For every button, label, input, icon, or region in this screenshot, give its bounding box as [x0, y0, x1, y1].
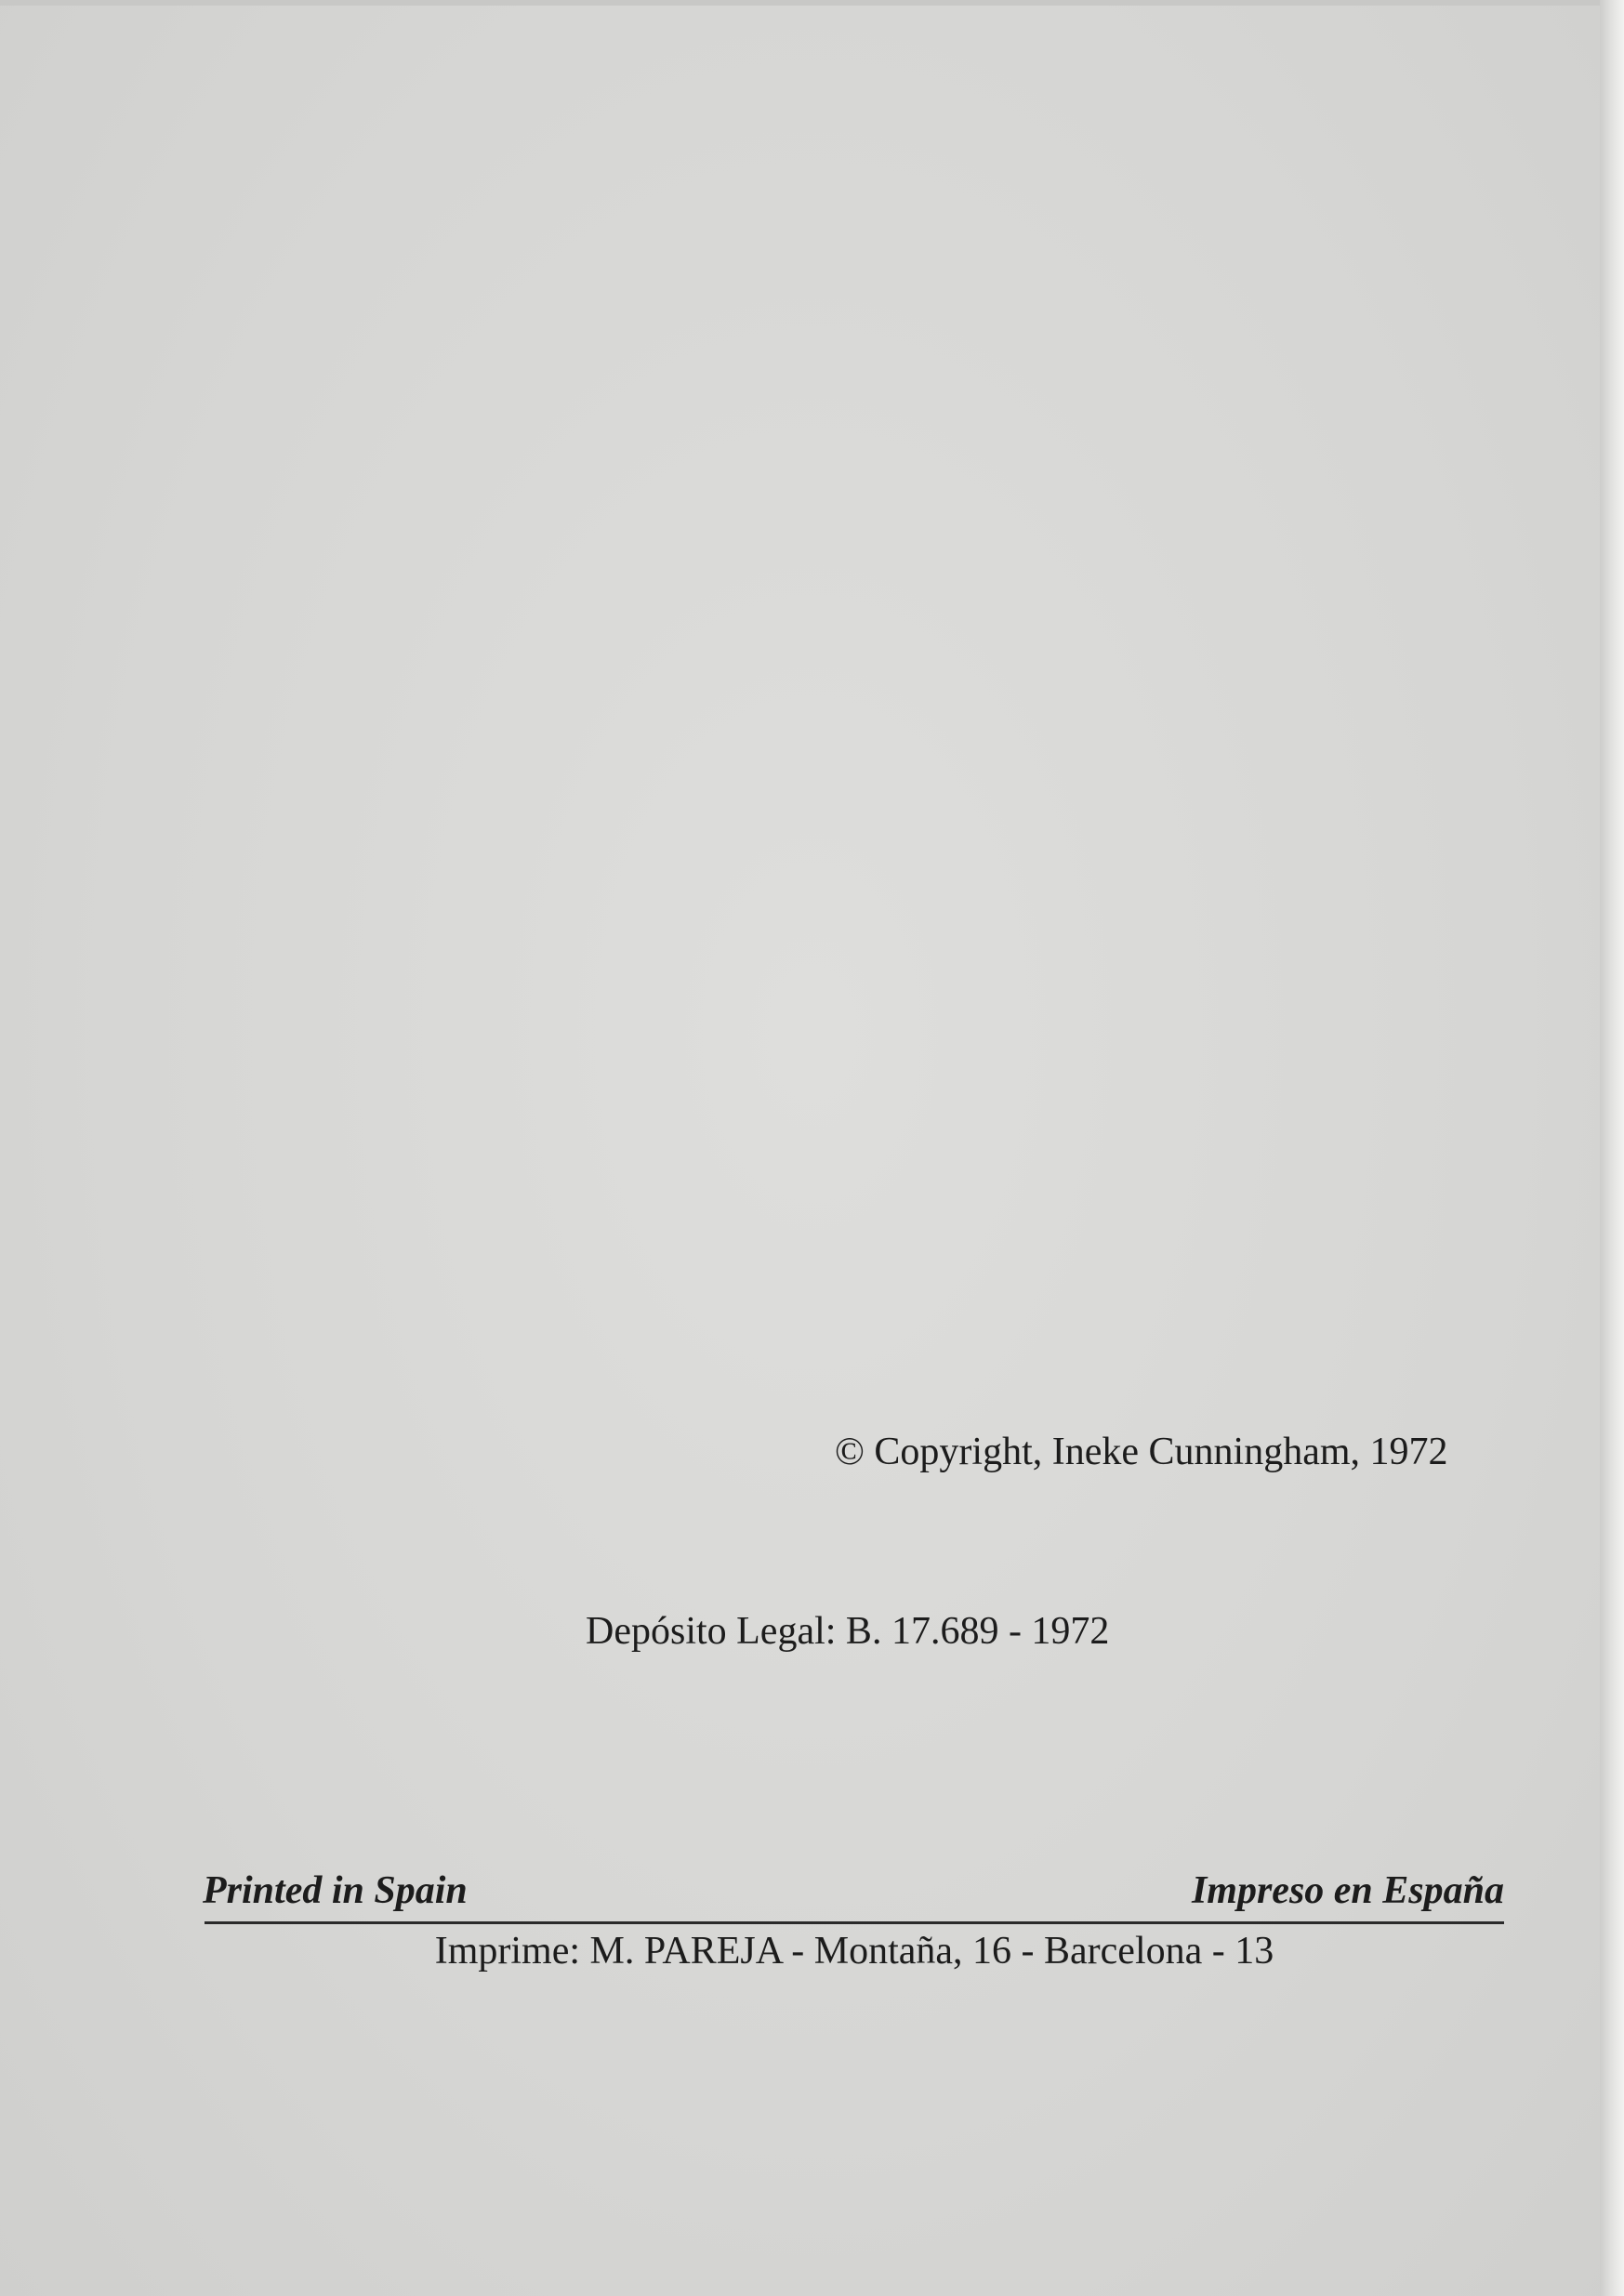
printer-imprint: Imprime: M. PAREJA - Montaña, 16 - Barcelona - 13 [434, 1930, 1274, 1973]
page-top-edge [0, 0, 1624, 6]
deposito-legal: Depósito Legal: B. 17.689 - 1972 [586, 1610, 1110, 1653]
copyright-notice: © Copyright, Ineke Cunningham, 1972 [835, 1431, 1448, 1473]
divider-rule [205, 1921, 1504, 1924]
page-right-edge [1600, 0, 1624, 2296]
impreso-en-espana: Impreso en España [1191, 1869, 1504, 1912]
printed-in-row [203, 1866, 1504, 1916]
printed-in-spain: Printed in Spain [203, 1869, 468, 1912]
